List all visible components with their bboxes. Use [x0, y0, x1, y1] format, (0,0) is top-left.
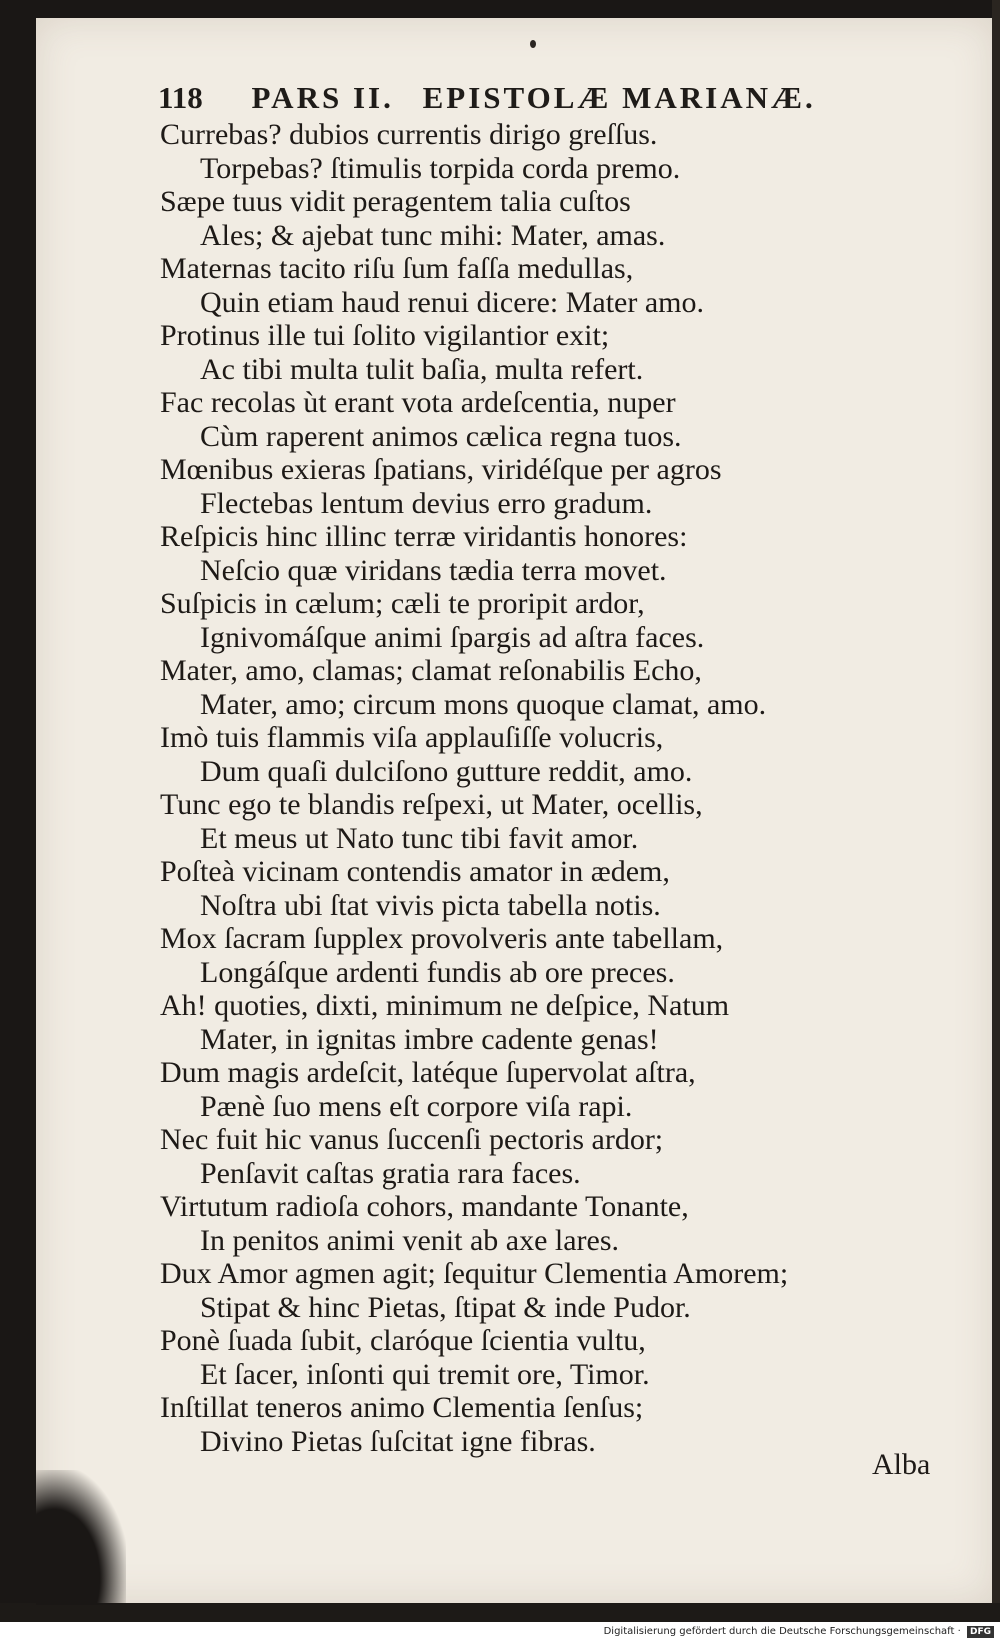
poem-body	[160, 118, 950, 1458]
verse-line: Reſpicis hinc illinc terræ viridantis honores:	[160, 520, 688, 553]
page-damage-stain	[36, 1470, 126, 1605]
dfg-logo: DFG	[967, 1626, 994, 1638]
running-header	[158, 80, 938, 116]
part-label: PARS II.	[251, 80, 394, 115]
verse-line: Poſteà vicinam contendis amator in ædem,	[160, 855, 670, 888]
verse-line: Et ſacer, inſonti qui tremit ore, Timor.	[200, 1357, 650, 1391]
verse-line: Protinus ille tui ſolito vigilantior exit;	[160, 319, 610, 352]
verse-line: Tunc ego te blandis reſpexi, ut Mater, ocellis,	[160, 788, 703, 821]
verse-line: Dum magis ardeſcit, latéque ſupervolat aſtra,	[160, 1056, 696, 1089]
digitization-footer	[600, 1623, 994, 1640]
verse-line: Ales; & ajebat tunc mihi: Mater, amas.	[200, 218, 666, 252]
verse-line: Imò tuis flammis viſa applauſiſſe volucris,	[160, 721, 664, 754]
verse-line: Dum quaſi dulciſono gutture reddit, amo.	[200, 754, 693, 788]
verse-line: Neſcio quæ viridans tædia terra movet.	[200, 553, 667, 587]
verse-line: Noſtra ubi ſtat vivis picta tabella notis.	[200, 888, 661, 922]
verse-line: Ponè ſuada ſubit, claróque ſcientia vultu,	[160, 1324, 646, 1357]
verse-line: Inſtillat teneros animo Clementia ſenſus;	[160, 1391, 644, 1424]
verse-line: Fac recolas ùt erant vota ardeſcentia, nuper	[160, 386, 676, 419]
ink-mark	[530, 40, 536, 48]
verse-line: Stipat & hinc Pietas, ſtipat & inde Pudor.	[200, 1290, 691, 1324]
verse-line: Cùm raperent animos cælica regna tuos.	[200, 419, 682, 453]
header-title: EPISTOLÆ MARIANÆ.	[422, 80, 816, 115]
verse-line: Torpebas? ſtimulis torpida corda premo.	[200, 151, 681, 185]
verse-line: Sæpe tuus vidit peragentem talia cuſtos	[160, 185, 631, 218]
scan-right-edge	[992, 0, 1000, 1622]
verse-line: Et meus ut Nato tunc tibi favit amor.	[200, 821, 639, 855]
verse-line: Currebas? dubios currentis dirigo greſſus.	[160, 118, 658, 151]
verse-line: Mox ſacram ſupplex provolveris ante tabellam,	[160, 922, 724, 955]
verse-line: Mater, amo; circum mons quoque clamat, amo.	[200, 687, 767, 721]
verse-line: Mater, in ignitas imbre cadente genas!	[200, 1022, 659, 1056]
verse-line: Maternas tacito riſu ſum faſſa medullas,	[160, 252, 634, 285]
page-number: 118	[158, 80, 203, 115]
verse-line: Dux Amor agmen agit; ſequitur Clementia Amorem;	[160, 1257, 789, 1290]
footer-credit: Digitalisierung gefördert durch die Deutsche Forschungsgemeinschaft ·	[603, 1626, 961, 1637]
verse-line: Divino Pietas ſuſcitat igne fibras.	[200, 1424, 596, 1458]
verse-line: Pænè ſuo mens eſt corpore viſa rapi.	[200, 1089, 633, 1123]
verse-line: Mœnibus exieras ſpatians, viridéſque per agros	[160, 453, 722, 486]
scan-bottom-edge	[0, 1603, 1000, 1622]
verse-line: Longáſque ardenti fundis ab ore preces.	[200, 955, 675, 989]
verse-line: Ac tibi multa tulit baſia, multa refert.	[200, 352, 644, 386]
verse-line: Suſpicis in cælum; cæli te proripit ardor,	[160, 587, 645, 620]
verse-line: Flectebas lentum devius erro gradum.	[200, 486, 653, 520]
verse-line: Virtutum radioſa cohors, mandante Tonante,	[160, 1190, 689, 1223]
verse-line: Mater, amo, clamas; clamat reſonabilis Echo,	[160, 654, 702, 687]
verse-line: Ignivomáſque animi ſpargis ad aſtra faces.	[200, 620, 705, 654]
verse-line: Ah! quoties, dixti, minimum ne deſpice, Natum	[160, 989, 730, 1022]
verse-line: Nec fuit hic vanus ſuccenſi pectoris ardor;	[160, 1123, 664, 1156]
verse-line: Quin etiam haud renui dicere: Mater amo.	[200, 285, 704, 319]
catchword: Alba	[872, 1448, 931, 1481]
verse-line: Penſavit caſtas gratia rara faces.	[200, 1156, 581, 1190]
verse-line: In penitos animi venit ab axe lares.	[200, 1223, 620, 1257]
